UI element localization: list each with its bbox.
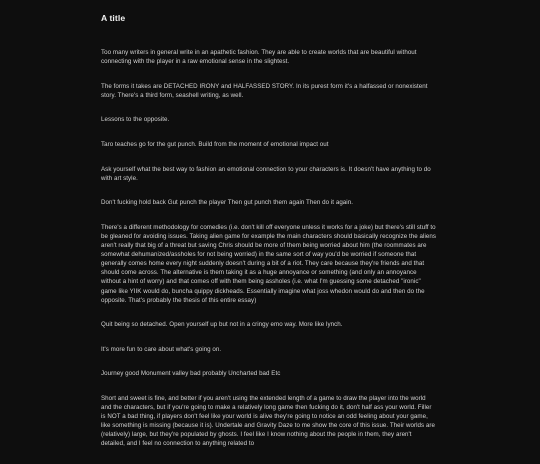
document-body: [101, 48, 437, 464]
document-title: A title: [101, 13, 126, 23]
paragraph: Lessons to the opposite.: [101, 116, 170, 124]
paragraph: Taro teaches go for the gut punch. Build from the moment of emotional impact out: [101, 140, 329, 148]
paragraph: There's a different methodology for comedies (i.e. don't kill off everyone unless it works for a joke) but there's still stuff to be gleaned for avoiding issues. Taking alien game for example the main characters should basically recognize the aliens aren't really that big of a threat but saving Chris should be more of them being worried about him (the roommates are somewhat dehumanized/assholes for not being worried) in the same sort of way you'd be worried if someone that generally comes home every night suddenly doesn't during a bit of a riot. They care because they're friends and that should come across. The alternative is them taking it as a huge annoyance or something (and only an annoyance without a hint of worry) and that comes off with them being assholes (i.e. what I'm guessing some detached "ironic" game like YIIK would do, buncha quippy dickheads. Essentially imagine what joss whedon would do and then do the opposite. That's probably the thesis of this entire essay): [101, 223, 436, 304]
paragraph: Ask yourself what the best way to fashion an emotional connection to your characters is. It doesn't have anything to do with art style.: [101, 165, 431, 182]
paragraph: It's more fun to care about what's going on.: [101, 345, 222, 353]
paragraph: Quit being so detached. Open yourself up but not in a cringy emo way. More like lynch.: [101, 321, 343, 329]
paragraph: Too many writers in general write in an apathetic fashion. They are able to create worlds that are beautiful without connecting with the player in a raw emotional sense in the slightest.: [101, 49, 417, 66]
paragraph: Short and sweet is fine, and better if you aren't using the extended length of a game to draw the player into the world and the characters, but if you're going to make a relatively long game then fucking do it, don't half ass your world. Filler is NOT a bad thing, if players don't feel like your world is alive they're going to notice an odd feeling about your game, like something is missing (because it is). Undertale and Gravity Daze to me show the core of this issue. Their worlds are (relatively) large, but they're populated by ghosts. I feel like I know nothing about the people in them, they aren't detailed, and I feel no connection to anything related to: [101, 394, 436, 448]
paragraph: Journey good Monument valley bad probably Uncharted bad Etc: [101, 370, 281, 378]
paragraph: Don't fucking hold back Gut punch the player Then gut punch them again Then do it again.: [101, 199, 353, 207]
paragraph: The forms it takes are DETACHED IRONY and HALFASSED STORY. In its purest form it's a halfassed or nonexistent story. There's a third form, seashell writing, as well.: [101, 82, 428, 99]
